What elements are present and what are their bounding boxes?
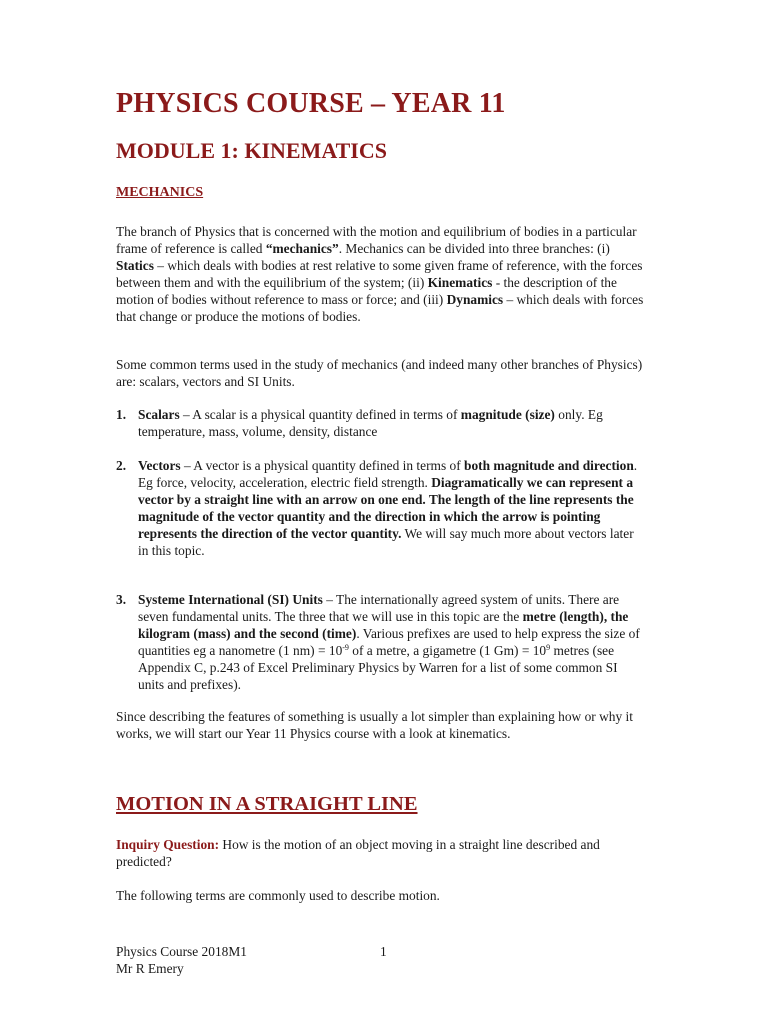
footer-course: Physics Course 2018M1 <box>116 944 247 959</box>
module-title: MODULE 1: KINEMATICS <box>116 138 387 163</box>
common-terms-paragraph: Some common terms used in the study of mechanics (and indeed many other branches of Physics) are: scalars, vectors and SI Units. <box>116 357 643 389</box>
mechanics-paragraph: The branch of Physics that is concerned with the motion and equilibrium of bodies in a particular frame of reference is called “mechanics”. Mechanics can be divided into three branches: (i) Statics – which deals with bodies at rest relative to some given frame of reference, with the forces between them and with the equilibrium of the system; (ii) Kinematics - the description of the motion of bodies without reference to mass or force; and (iii) Dynamics – which deals with forces that change or produce the motions of bodies. <box>116 224 644 324</box>
mechanics-heading: MECHANICS <box>116 185 204 200</box>
inquiry-label: Inquiry Question: <box>116 837 220 852</box>
terms-paragraph: The following terms are commonly used to describe motion. <box>116 888 440 903</box>
motion-heading: MOTION IN A STRAIGHT LINE <box>116 793 418 815</box>
list-item-si-units: 3. Systeme International (SI) Units – The internationally agreed system of units. There are seven fundamental units. The three that we will use in this topic are the metre (length), the kilogram (mass) and the second (time). Various prefixes are used to help express the size of quantities eg a nanometre (1 $nm) = 10^{-9}$ of a metre, a gigametre (1 $Gm) = 10^9$ metres (see Appendix C, p.243 of Excel Preliminary Physics by Warren for a list of some common SI units and prefixes). <box>116 592 640 692</box>
page-number: 1 <box>380 944 387 959</box>
list-item-scalars: 1. Scalars – A scalar is a physical quantity defined in terms of magnitude (size) only. Eg temperature, mass, volume, density, distance <box>116 407 603 439</box>
list-number: 1. <box>116 407 127 422</box>
since-paragraph: Since describing the features of something is usually a lot simpler than explaining how or why it works, we will start our Year 11 Physics course with a look at kinematics. <box>116 709 633 741</box>
footer-author: Mr R Emery <box>116 961 184 976</box>
list-number: 2. <box>116 458 127 473</box>
list-number: 3. <box>116 592 127 607</box>
course-title: PHYSICS COURSE – YEAR 11 <box>116 88 506 119</box>
list-item-vectors: 2. Vectors – A vector is a physical quantity defined in terms of both magnitude and direction. Eg force, velocity, acceleration, electric field strength. Diagramatically we can represent a vector by a straight line with an arrow on one end. The length of the line represents the magnitude of the vector quantity and the direction in which the arrow is pointing represents the direction of the vector quantity. We will say much more about vectors later in this topic. <box>116 458 638 558</box>
inquiry-question: Inquiry Question: How is the motion of an object moving in a straight line described and predicted? <box>116 837 600 869</box>
